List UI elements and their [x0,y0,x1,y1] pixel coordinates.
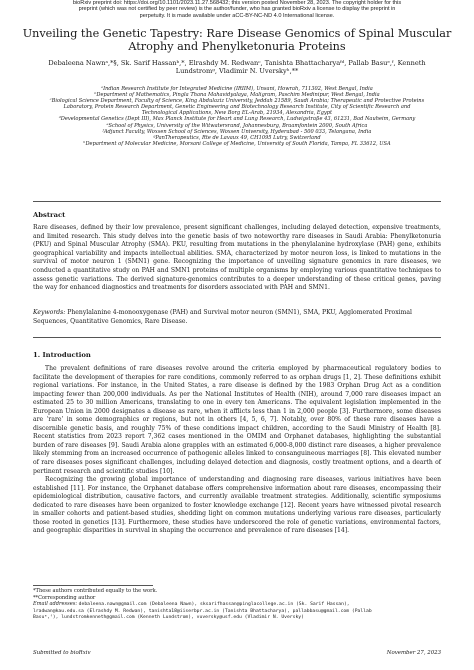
paper-title: Unveiling the Genetic Tapestry: Rare Disease Genomics of Spinal Muscular Atrophy and Phenylketonuria Proteins [22,27,452,53]
footnote-corresponding: **Corresponding author [33,594,96,601]
keywords [33,309,441,326]
affiliation-a: ᵃIndian Research Institute for Integrated Medicine (IRIIM), Unsani, Howrah, 711302, West Bengal, India [101,86,373,92]
authors-line-1: Debaleena Nawnᵃ,*§, Sk. Sarif Hassanᵇ,*, Elrashdy M. Redwanᶜ, Tanishta Bhattacharyaᶠᵈ, Pallab Basuᵉ,ᶠ, Kenneth [48,59,426,67]
abstract-bottom-rule [33,337,441,338]
banner-line-3[interactable]: perpetuity. It is made available under aCC-BY-NC-ND 4.0 International license. [139,12,335,19]
affiliation-e: ᵉSchool of Physics, University of the Witwatersrand, Johannesburg, Braamfontein 2000, South Africa [106,122,368,129]
affiliation-b: ᵇDepartment of Mathematics, Pingla Thana Mahavidyalaya, Maligram, Paschim Medinipur, West Bengal, India [94,92,380,99]
intro-paragraph-2: Recognizing the growing global importance of understanding and diagnosing rare diseases, various initiatives have been established [11]. For instance, the Orphanet database offers comprehensive information about rare diseases, encompassing their epidemiological distribution, causative factors, and currently available treatment strategies. Additionally, scientific symposiums dedicated to rare diseases have been organized to foster knowledge exchange [12]. Recent years have witnessed pivotal research in smaller cohorts and patient-based studies, shedding light on common mutations underlying various rare diseases, particularly those rooted in genetics [13]. Furthermore, these studies have underscored the role of genetic variations, environmental factors, and geographic disparities in survival in shaping the occurrence and prevalence of rare diseases [14]. [33,476,441,535]
preprint-banner [0,0,474,24]
abstract-text: Rare diseases, defined by their low prevalence, present significant challenges, including delayed detection, expensive treatments, and limited research. This study delves into the genetic basis of two noteworthy rare diseases in Saudi Arabia: Phenylketonuria (PKU) and Spinal Muscular Atrophy (SMA). PKU, resulting from mutations in the phenylalanine hydroxylase (PAH) gene, exhibits geographical variability and impacts intellectual abilities. SMA, characterized by motor neuron loss, is linked to mutations in the survival of motor neuron 1 (SMN1) gene. Recognizing the importance of unveiling signature genomics in rare diseases, we conducted a quantitative study on PAH and SMN1 proteins of multiple organisms by employing various quantitative techniques to assess genetic variations. The derived signature-genomics contributes to a deeper understanding of these critical genes, paving the way for enhanced diagnostics and treatments for disorders associated with PAH and SMN1. [33,224,441,292]
affiliation-h: ʰDepartment of Molecular Medicine, Morsani College of Medicine, University of South Florida, Tampa, FL 33612, USA [83,140,391,147]
banner-line-1[interactable]: bioRxiv preprint doi: https://doi.org/10.1101/2023.11.27.568432; this version posted November 28, 2023. The copyright holder for this [72,0,402,6]
introduction-body [33,365,441,536]
affiliation-c-2: Laboratory, Protein Research Department, Genetic Engineering and Biotechnology Research Institute, City of Scientific Research and [63,104,411,111]
intro-paragraph-1: The prevalent definitions of rare diseases revolve around the criteria employed by pharmaceutical regulatory bodies to facilitate the development of therapies for rare conditions, commonly referred to as orphan drugs [1, 2]. These definitions exhibit regional variations. For instance, in the United States, a rare disease is defined by the 1983 Orphan Drug Act as a condition impacting fewer than 200,000 individuals. As per the National Institutes of Health (NIH), around 7,000 rare diseases impact an estimated 25 to 30 million Americans, translating to one in every ten Americans. The equivalent legislation implemented in the European Union in 2000 designates a disease as rare, when it afflicts less than 1 in 2,000 people [3]. Furthermore, some diseases are ‘rare’ in some demographics or regions, but not in others [4, 5, 6, 7]. Notably, over 80% of these rare diseases have a discernible genetic basis, and roughly 75% of these conditions impact children, according to the Saudi Ministry of Health [8]. Recent statistics from 2023 report 7,362 cases mentioned in the OMIM and Orphanet databases, highlighting the substantial burden of rare diseases [9]. Saudi Arabia alone grapples with an estimated 6,000-8,000 distinct rare diseases, a higher prevalence likely stemming from an increased occurrence of pathogenic alleles linked to consanguineous marriages [8]. This elevated number of rare diseases poses significant challenges, including delayed detection and diagnosis, costly treatment options, and a dearth of pertinent research and scientific studies [10]. [33,365,441,475]
email-list-1[interactable]: debaleena.nawn@gmail.com (Debaleena Nawn), sksarifhassan@pinglacollege.ac.in (Sk. Sarif Hassan), [78,602,350,608]
abstract-top-rule [33,201,441,202]
keywords-label: Keywords: [33,309,66,316]
abstract-heading: Abstract [33,211,66,219]
affiliations [30,86,444,147]
keywords-text: Phenylalanine 4-monooxygenase (PAH) and Survival motor neuron (SMN1), SMA, PKU, Agglomerated Proximal Sequences, Quantitative Genomics, Rare Disease. [33,309,412,325]
affiliation-c-3: Technological Applications, New Borg EL-Arab, 21934, Alexandria, Egypt [141,110,333,117]
footnote-emails-line-1 [33,601,443,609]
email-label: Email addresses: [33,601,78,608]
footer-submitted: Submitted to bioRxiv [33,650,91,656]
footer-date: November 27, 2023 [386,650,441,656]
page-footer [33,650,441,656]
affiliation-d: ᵈDevelopmental Genetics (Dept III), Max Planck Institute for Heart and Lung Research, Ludwigstraße 43, 61231, Bad Nauheim, Germany [58,116,416,123]
email-list-2[interactable]: lradwan@kau.edu.sa (Elrashdy M. Redwan), tanishta18@iiserbpr.ac.in (Tanishta Bhattacharya), pallabbasu@gmail.com (Pallab [33,608,372,614]
author-list [30,59,444,76]
footnotes [33,588,443,622]
affiliation-c-1: ᶜBiological Science Department, Faculty of Science, King Abdulaziz University, Jeddah 21589, Saudi Arabia; Therapeutic and Protective Proteins [49,98,425,105]
footnote-rule [33,585,153,586]
affiliation-g: ᵍPanTherapeutics, Rte de Lavaux 49, CH1095 Lutry, Switzerland [153,134,321,141]
authors-line-2: Lundstromᵍ, Vladimir N. Uverskyʰ,** [175,67,299,76]
affiliation-f: ᶠAdjunct Faculty, Woxsen School of Sciences, Woxsen University, Hyderabad - 500 033, Telangana, India [102,128,372,135]
email-list-3[interactable]: Basuᵉ,ᶠ), lundstromkenneth@gmail.com (Kenneth Lundstrom), vuversky@usf.edu (Vladimir N. Uversky) [33,615,304,621]
section-heading-introduction: 1. Introduction [33,351,91,359]
footnote-equal-contribution: *These authors contributed equally to the work. [33,588,158,594]
banner-line-2: preprint (which was not certified by peer review) is the author/funder, who has granted bioRxiv a license to display the preprint in [78,6,396,13]
